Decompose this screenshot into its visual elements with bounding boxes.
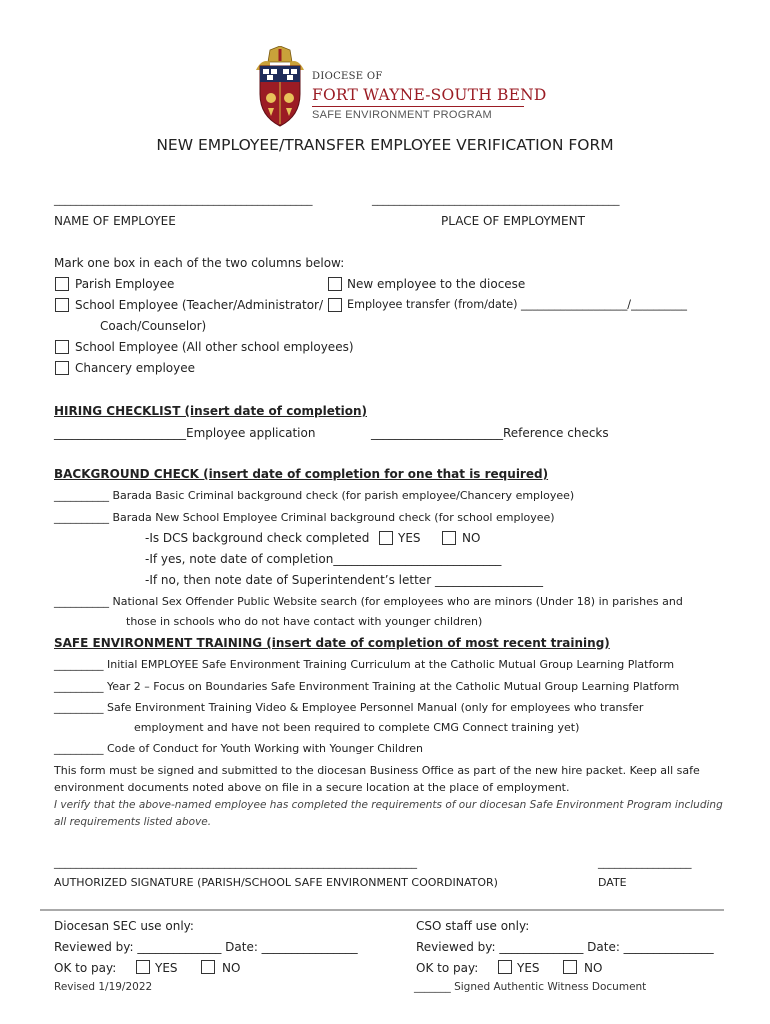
cso-ok-to-pay-label: OK to pay: (416, 961, 479, 975)
signed-witness-document-field[interactable]: _______ Signed Authentic Witness Document (414, 981, 647, 993)
code-of-conduct-line[interactable]: _________ Code of Conduct for Youth Working with Younger Children (54, 742, 423, 755)
chancery-employee-label: Chancery employee (75, 361, 196, 375)
header-divider (312, 106, 524, 107)
place-of-employment-label: PLACE OF EMPLOYMENT (441, 214, 585, 228)
revised-date: Revised 1/19/2022 (54, 981, 153, 993)
dcs-question: -Is DCS background check completed (145, 531, 370, 545)
cso-yes-label: YES (517, 961, 540, 975)
diocese-of-text: DIOCESE OF (312, 71, 383, 82)
footer-divider (40, 909, 724, 911)
signature-label: AUTHORIZED SIGNATURE (PARISH/SCHOOL SAFE ENVIRONMENT COORDINATOR) (54, 876, 498, 889)
school-employee-other-checkbox[interactable] (55, 340, 69, 354)
date-field[interactable]: _________________ (598, 856, 692, 869)
initial-training-line[interactable]: _________ Initial EMPLOYEE Safe Environment Training Curriculum at the Catholic Mutual Group Learning Platform (54, 658, 675, 671)
school-employee-teacher-label: School Employee (Teacher/Administrator/ (75, 298, 324, 312)
chancery-employee-checkbox[interactable] (55, 361, 69, 375)
dcs-yes-label: YES (398, 531, 421, 545)
dcs-no-checkbox[interactable] (442, 531, 456, 545)
if-no-letter-field[interactable]: -If no, then note date of Superintendent’s letter __________________ (145, 573, 543, 587)
cso-title: CSO staff use only: (416, 919, 530, 933)
verify-statement-1: I verify that the above-named employee has completed the requirements of our diocesan Safe Environment Program including (54, 799, 723, 811)
parish-employee-checkbox[interactable] (55, 277, 69, 291)
dcs-no-label: NO (462, 531, 481, 545)
employee-name-field[interactable]: _______________________________________________ (54, 193, 313, 206)
program-name: SAFE ENVIRONMENT PROGRAM (312, 109, 492, 121)
diocesan-sec-title: Diocesan SEC use only: (54, 919, 194, 933)
name-of-employee-label: NAME OF EMPLOYEE (54, 214, 176, 228)
school-employee-teacher-label-cont: Coach/Counselor) (100, 319, 207, 333)
notice-line-2: environment documents noted above on file in a secure location at the place of employment. (54, 781, 570, 794)
diocesan-no-checkbox[interactable] (201, 960, 215, 974)
if-yes-date-field[interactable]: -If yes, note date of completion____________________________ (145, 552, 502, 566)
diocese-seal-logo (252, 46, 308, 130)
cso-yes-checkbox[interactable] (498, 960, 512, 974)
diocesan-yes-label: YES (155, 961, 178, 975)
notice-line-1: This form must be signed and submitted to the diocesan Business Office as part of the new hire packet. Keep all safe (54, 764, 700, 777)
video-training-line-cont: employment and have not been required to complete CMG Connect training yet) (134, 721, 580, 734)
barada-school-line[interactable]: __________ Barada New School Employee Criminal background check (for school employee) (54, 511, 555, 524)
new-employee-checkbox[interactable] (328, 277, 342, 291)
cso-reviewed-field[interactable]: Reviewed by: ______________ Date: _______________ (416, 940, 714, 954)
cso-no-label: NO (584, 961, 603, 975)
sex-offender-search-line-cont: those in schools who do not have contact with younger children) (126, 615, 483, 628)
school-employee-other-label: School Employee (All other school employees) (75, 340, 354, 354)
school-employee-teacher-checkbox[interactable] (55, 298, 69, 312)
form-title: NEW EMPLOYEE/TRANSFER EMPLOYEE VERIFICATION FORM (156, 136, 614, 154)
hiring-checklist-heading: HIRING CHECKLIST (insert date of completion) (54, 404, 368, 418)
instructions-text: Mark one box in each of the two columns below: (54, 256, 345, 270)
place-of-employment-field[interactable]: _____________________________________________ (372, 193, 620, 206)
video-training-line[interactable]: _________ Safe Environment Training Video & Employee Personnel Manual (only for employees who transfer (54, 701, 644, 714)
employee-transfer-label: Employee transfer (from/date) ___________________/__________ (347, 298, 688, 311)
diocesan-yes-checkbox[interactable] (136, 960, 150, 974)
diocesan-ok-to-pay-label: OK to pay: (54, 961, 117, 975)
date-label: DATE (598, 876, 627, 889)
parish-employee-label: Parish Employee (75, 277, 175, 291)
diocesan-no-label: NO (222, 961, 241, 975)
verify-statement-2: all requirements listed above. (54, 816, 212, 828)
new-employee-label: New employee to the diocese (347, 277, 526, 291)
employee-transfer-checkbox[interactable] (328, 298, 342, 312)
sex-offender-search-line[interactable]: __________ National Sex Offender Public Website search (for employees who are minors (Under 18) in parishes and (54, 595, 683, 608)
background-check-heading: BACKGROUND CHECK (insert date of completion for one that is required) (54, 467, 549, 481)
dcs-yes-checkbox[interactable] (379, 531, 393, 545)
diocese-name: FORT WAYNE-SOUTH BEND (312, 86, 547, 104)
signature-field[interactable]: __________________________________________________________________ (54, 856, 417, 869)
diocesan-reviewed-field[interactable]: Reviewed by: ______________ Date: ________________ (54, 940, 358, 954)
reference-checks-field[interactable]: ______________________Reference checks (371, 426, 609, 440)
training-heading: SAFE ENVIRONMENT TRAINING (insert date of completion of most recent training) (54, 636, 610, 650)
employee-application-field[interactable]: ______________________Employee application (54, 426, 316, 440)
year2-training-line[interactable]: _________ Year 2 – Focus on Boundaries Safe Environment Training at the Catholic Mutual Group Learning Platform (54, 680, 680, 693)
cso-no-checkbox[interactable] (563, 960, 577, 974)
barada-basic-line[interactable]: __________ Barada Basic Criminal background check (for parish employee/Chancery employee) (54, 489, 575, 502)
